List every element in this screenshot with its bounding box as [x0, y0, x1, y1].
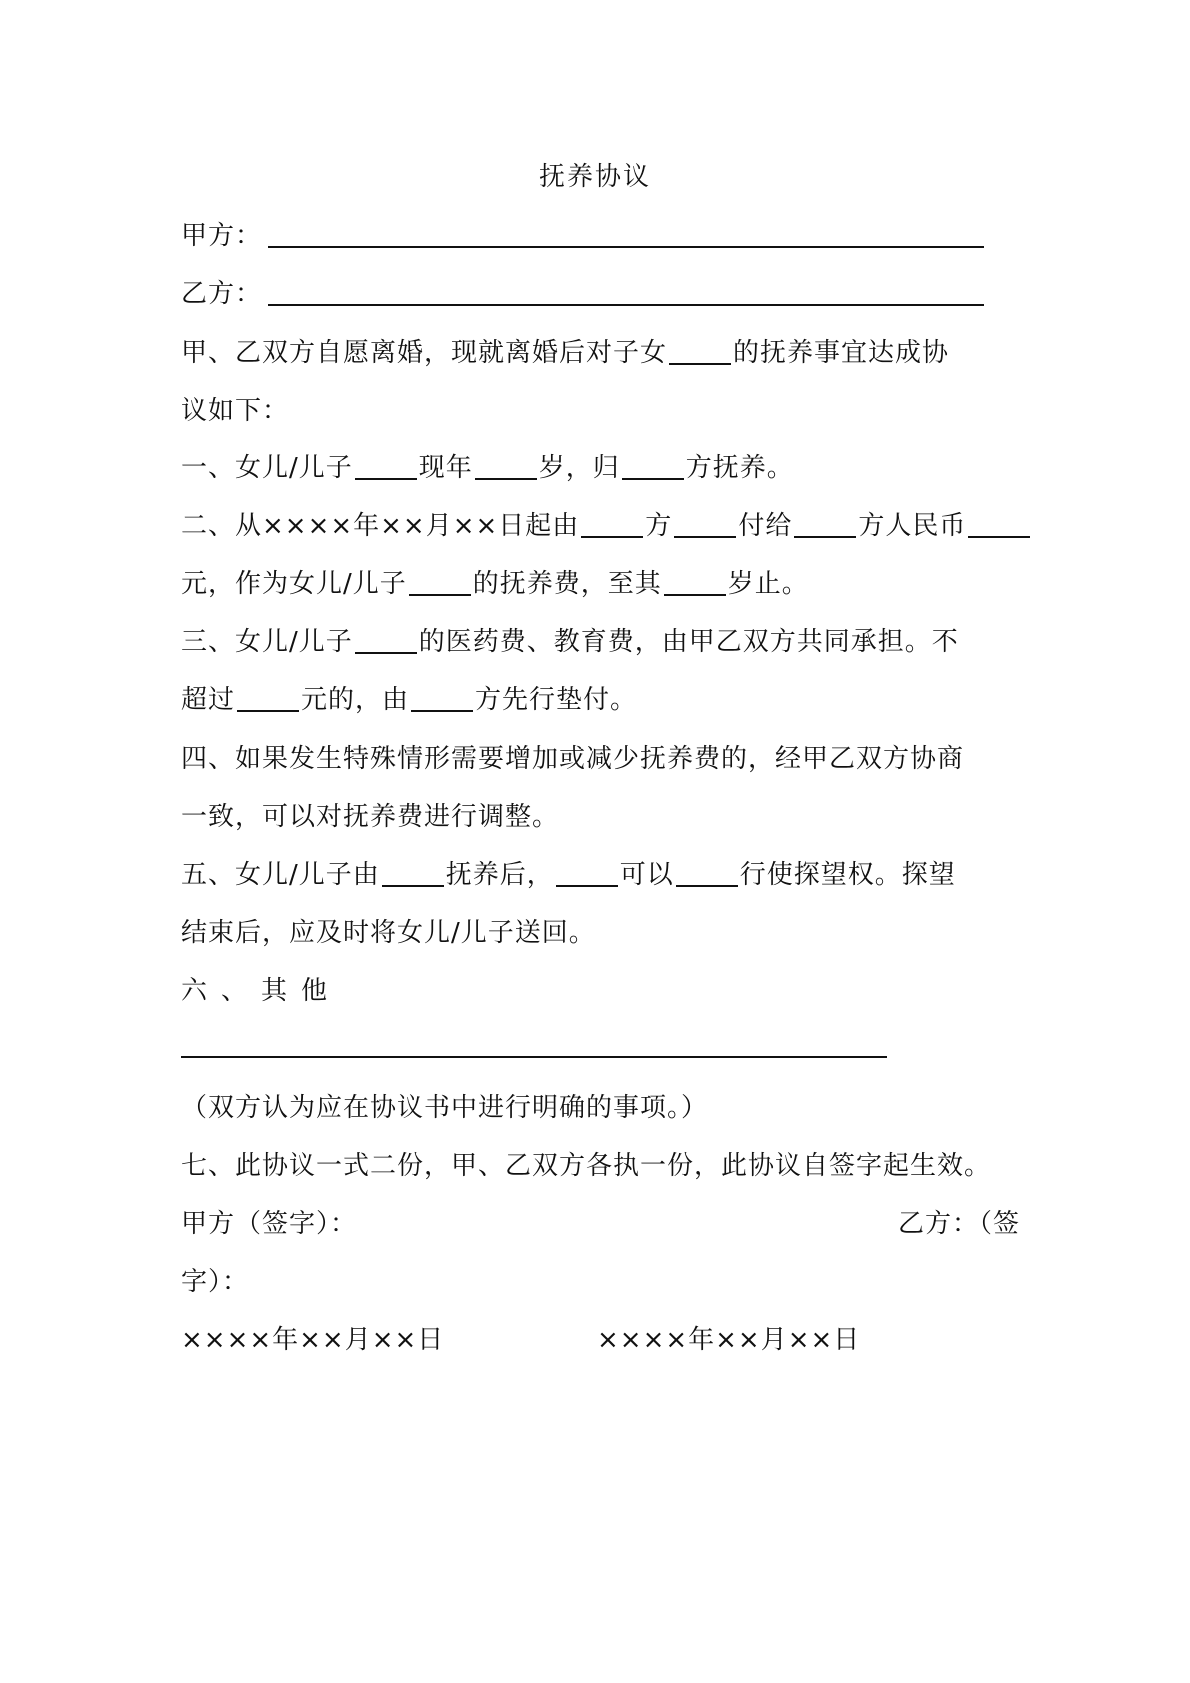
clause-2-text-g: 岁止。: [727, 569, 809, 599]
blank[interactable]: [355, 452, 417, 480]
party-a-label: 甲方：: [181, 221, 263, 251]
clause-3-text-a: 三、女儿/儿子: [181, 627, 353, 657]
clause-2-text-e: 元，作为女儿/儿子: [181, 569, 407, 599]
party-b-label: 乙方：: [181, 279, 263, 309]
blank[interactable]: [411, 684, 473, 712]
blank[interactable]: [674, 510, 736, 538]
clause-5-text-d: 行使探望权。探望: [739, 860, 956, 890]
party-b-line: [181, 277, 984, 311]
clause-1: [181, 451, 794, 485]
clause-5-line-2: 结束后，应及时将女儿/儿子送回。: [181, 918, 596, 948]
clause-3-text-e: 方先行垫付。: [475, 685, 638, 715]
child-name-blank[interactable]: [669, 337, 731, 365]
party-a-date: ××××年××月××日: [181, 1325, 445, 1355]
clause-5-text-b: 抚养后，: [445, 860, 554, 890]
blank[interactable]: [794, 510, 856, 538]
clause-2-text-d: 方人民币: [858, 511, 967, 541]
blank[interactable]: [581, 510, 643, 538]
clause-1-text-b: 现年: [418, 453, 473, 483]
clause-3-line-1: [181, 625, 959, 659]
clause-5-line-1: [181, 858, 956, 892]
intro-line-1: [181, 336, 949, 370]
blank[interactable]: [237, 684, 299, 712]
blank[interactable]: [556, 859, 618, 887]
clause-1-text-d: 方抚养。: [685, 453, 794, 483]
clause-2-text-f: 的抚养费，至其: [472, 569, 662, 599]
intro-text-1: 甲、乙双方自愿离婚，现就离婚后对子女: [181, 338, 668, 368]
clause-3-line-2: [181, 683, 637, 717]
clause-6-label: 六、其他: [181, 976, 342, 1006]
clause-5-text-a: 五、女儿/儿子由: [181, 860, 380, 890]
clause-2-text-a: 二、从××××年××月××日起由: [181, 511, 580, 541]
blank[interactable]: [664, 568, 726, 596]
document-title: 抚养协议: [538, 162, 651, 192]
blank[interactable]: [409, 568, 471, 596]
blank[interactable]: [622, 452, 684, 480]
clause-2-text-b: 方: [645, 511, 673, 541]
blank[interactable]: [382, 859, 444, 887]
party-a-line: [181, 219, 984, 253]
blank[interactable]: [968, 510, 1030, 538]
party-b-signature-1: 乙方：（签: [897, 1209, 1020, 1239]
party-b-date: ××××年××月××日: [597, 1325, 861, 1355]
intro-text-2: 的抚养事宜达成协: [733, 338, 950, 368]
clause-3-text-d: 元的，由: [301, 685, 410, 715]
party-b-signature-2: 字）：: [181, 1267, 250, 1297]
blank[interactable]: [355, 626, 417, 654]
clause-6-note: （双方认为应在协议书中进行明确的事项。）: [181, 1093, 709, 1123]
clause-4-line-1: 四、如果发生特殊情形需要增加或减少抚养费的，经甲乙双方协商: [181, 744, 965, 774]
clause-6-blank-line[interactable]: [181, 1056, 887, 1058]
party-a-blank[interactable]: [268, 220, 984, 248]
clause-4-line-2: 一致，可以对抚养费进行调整。: [181, 802, 560, 832]
clause-2-line-2: [181, 567, 809, 601]
blank[interactable]: [676, 859, 738, 887]
clause-7: 七、此协议一式二份，甲、乙双方各执一份，此协议自签字起生效。: [181, 1151, 992, 1181]
clause-1-text-c: 岁，归: [538, 453, 620, 483]
clause-3-text-b: 的医药费、教育费，由甲乙双方共同承担。不: [418, 627, 959, 657]
clause-3-text-c: 超过: [181, 685, 236, 715]
clause-5-text-c: 可以: [619, 860, 674, 890]
party-a-signature: 甲方（签字）：: [181, 1209, 358, 1239]
party-b-blank[interactable]: [268, 278, 984, 306]
clause-2-text-c: 付给: [738, 511, 793, 541]
clause-2-line-1: [181, 509, 1032, 543]
clause-1-text-a: 一、女儿/儿子: [181, 453, 353, 483]
intro-line-2: 议如下：: [181, 396, 290, 426]
blank[interactable]: [475, 452, 537, 480]
